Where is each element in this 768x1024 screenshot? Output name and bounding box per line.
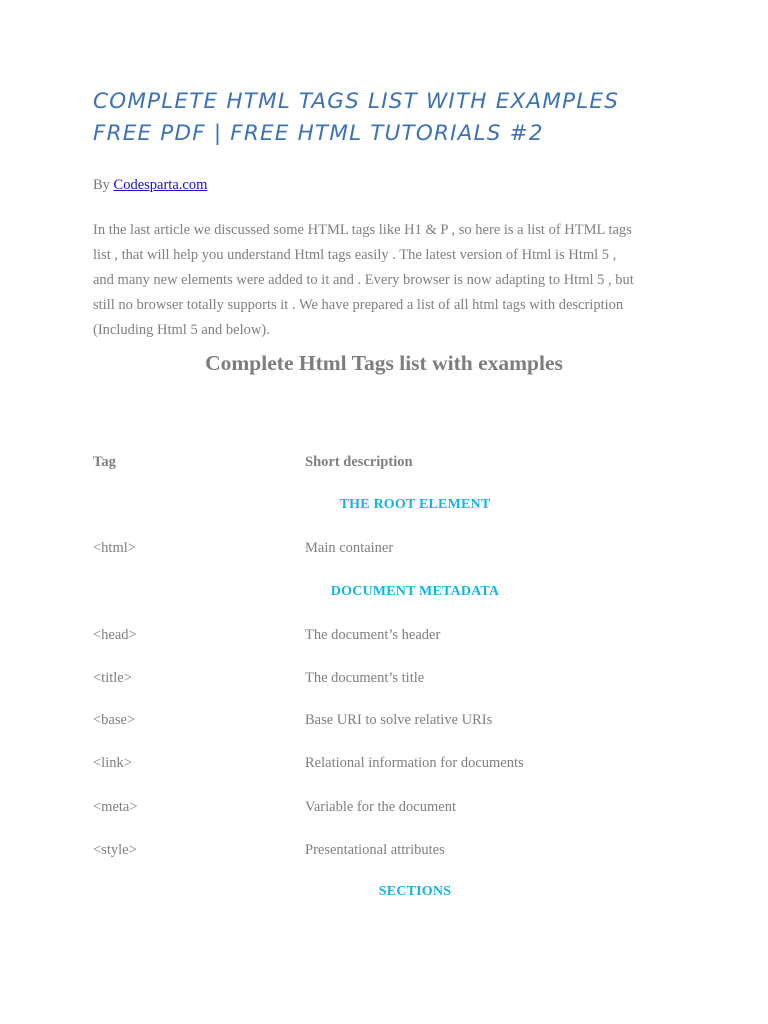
intro-line-3: and many new elements were added to it and . Every browser is now adapting to Html 5 , but bbox=[93, 272, 634, 288]
tag-cell: <link> bbox=[93, 755, 132, 771]
intro-line-1: In the last article we discussed some HTML tags like H1 & P , so here is a list of HTML tags bbox=[93, 222, 632, 238]
tag-cell: <style> bbox=[93, 842, 137, 858]
document-title-line-1: COMPLETE HTML TAGS LIST WITH EXAMPLES bbox=[93, 89, 620, 114]
intro-line-4: still no browser totally supports it . We have prepared a list of all html tags with description bbox=[93, 297, 624, 313]
description-cell: Base URI to solve relative URIs bbox=[305, 712, 493, 728]
tag-cell: <meta> bbox=[93, 799, 138, 815]
byline bbox=[93, 177, 207, 194]
document-title-line-2: FREE PDF | FREE HTML TUTORIALS #2 bbox=[93, 121, 544, 146]
description-cell: Variable for the document bbox=[305, 799, 456, 815]
description-cell: Presentational attributes bbox=[305, 842, 445, 858]
author-link[interactable]: Codesparta.com bbox=[113, 177, 208, 193]
description-cell: The document’s title bbox=[305, 670, 425, 686]
section-heading: Complete Html Tags list with examples bbox=[205, 351, 563, 375]
intro-line-5: (Including Html 5 and below). bbox=[93, 322, 270, 338]
section-title-root: THE ROOT ELEMENT bbox=[339, 497, 491, 512]
intro-paragraph bbox=[93, 218, 693, 343]
tag-cell: <head> bbox=[93, 627, 137, 643]
column-header-description: Short description bbox=[305, 454, 413, 470]
description-cell: The document’s header bbox=[305, 627, 441, 643]
tag-cell: <base> bbox=[93, 712, 136, 728]
tag-cell: <title> bbox=[93, 670, 132, 686]
byline-prefix: By bbox=[93, 177, 110, 193]
description-cell: Main container bbox=[305, 540, 394, 556]
description-cell: Relational information for documents bbox=[305, 755, 524, 771]
section-title-sections: SECTIONS bbox=[378, 884, 452, 899]
column-header-tag: Tag bbox=[93, 454, 116, 470]
document-title bbox=[93, 86, 693, 150]
intro-line-2: list , that will help you understand Html tags easily . The latest version of Html is Html 5 , bbox=[93, 247, 617, 263]
tag-cell: <html> bbox=[93, 540, 136, 556]
section-title-metadata: DOCUMENT METADATA bbox=[330, 584, 500, 599]
